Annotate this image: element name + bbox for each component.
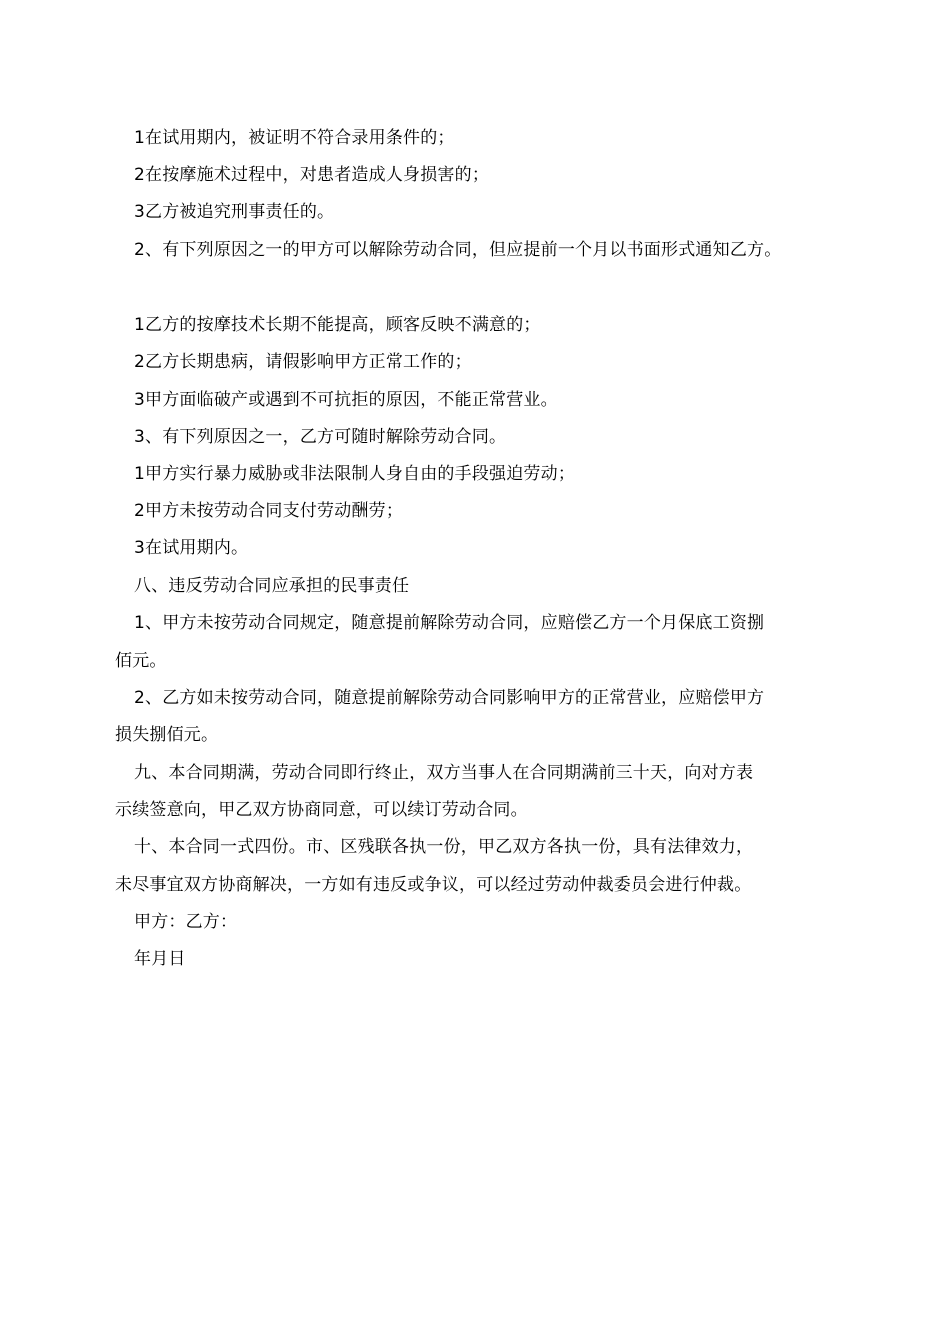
section-heading: 九、本合同期满，劳动合同即行终止，双方当事人在合同期满前三十天，向对方表 [134, 763, 754, 783]
text-line: 未尽事宜双方协商解决，一方如有违反或争议，可以经过劳动仲裁委员会进行仲裁。 [115, 875, 752, 895]
section-heading: 八、违反劳动合同应承担的民事责任 [134, 576, 410, 596]
text-line: 佰元。 [115, 651, 167, 671]
text-line: 3乙方被追究刑事责任的。 [134, 202, 335, 222]
text-line: 2、乙方如未按劳动合同，随意提前解除劳动合同影响甲方的正常营业，应赔偿甲方 [134, 688, 765, 708]
text-line: 2、有下列原因之一的甲方可以解除劳动合同，但应提前一个月以书面形式通知乙方。 [134, 240, 782, 260]
text-line: 3在试用期内。 [134, 538, 249, 558]
text-line: 3、有下列原因之一，乙方可随时解除劳动合同。 [134, 427, 507, 447]
text-line: 1乙方的按摩技术长期不能提高，顾客反映不满意的； [134, 315, 541, 335]
text-line: 1甲方实行暴力威胁或非法限制人身自由的手段强迫劳动； [134, 464, 576, 484]
text-line: 损失捌佰元。 [115, 725, 219, 745]
text-line: 示续签意向，甲乙双方协商同意，可以续订劳动合同。 [115, 800, 528, 820]
signature-line: 甲方：乙方： [134, 912, 238, 932]
text-line: 3甲方面临破产或遇到不可抗拒的原因，不能正常营业。 [134, 390, 558, 410]
section-heading: 十、本合同一式四份。市、区残联各执一份，甲乙双方各执一份，具有法律效力， [134, 837, 754, 857]
text-line: 2甲方未按劳动合同支付劳动酬劳； [134, 501, 404, 521]
text-line: 2在按摩施术过程中，对患者造成人身损害的； [134, 165, 490, 185]
text-line: 2乙方长期患病，请假影响甲方正常工作的； [134, 352, 472, 372]
text-line: 1、甲方未按劳动合同规定，随意提前解除劳动合同，应赔偿乙方一个月保底工资捌 [134, 613, 765, 633]
text-line: 1在试用期内，被证明不符合录用条件的； [134, 128, 455, 148]
date-line: 年月日 [134, 949, 186, 969]
